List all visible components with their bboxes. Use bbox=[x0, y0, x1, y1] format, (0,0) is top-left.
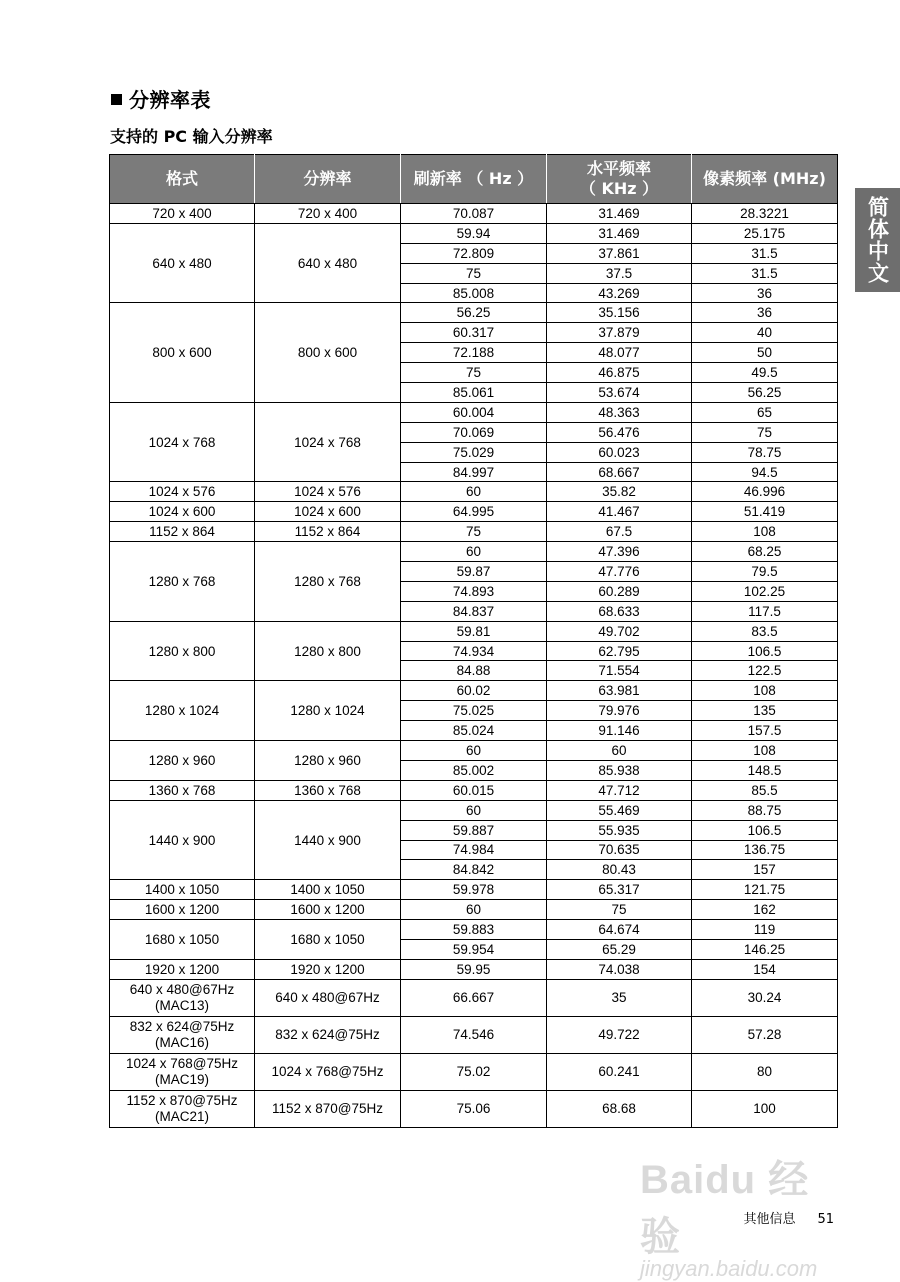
pixel-frequency-cell: 51.419 bbox=[692, 502, 838, 522]
h-frequency-cell: 74.038 bbox=[547, 959, 692, 979]
pixel-frequency-cell: 56.25 bbox=[692, 383, 838, 403]
format-cell: 1280 x 1024 bbox=[110, 681, 255, 741]
h-frequency-cell: 60.241 bbox=[547, 1053, 692, 1090]
resolution-cell: 1152 x 870@75Hz bbox=[255, 1090, 401, 1127]
pixel-frequency-cell: 88.75 bbox=[692, 800, 838, 820]
pixel-frequency-cell: 31.5 bbox=[692, 243, 838, 263]
resolution-cell: 1024 x 768 bbox=[255, 402, 401, 482]
refresh-rate-cell: 75 bbox=[401, 263, 547, 283]
refresh-rate-cell: 60.015 bbox=[401, 780, 547, 800]
refresh-rate-cell: 84.997 bbox=[401, 462, 547, 482]
h-frequency-cell: 37.5 bbox=[547, 263, 692, 283]
refresh-rate-cell: 59.94 bbox=[401, 223, 547, 243]
refresh-rate-cell: 60.317 bbox=[401, 323, 547, 343]
table-row bbox=[110, 402, 838, 422]
watermark-logo: Baidu 经验 bbox=[640, 1158, 810, 1259]
resolution-cell: 800 x 600 bbox=[255, 303, 401, 402]
h-frequency-cell: 68.667 bbox=[547, 462, 692, 482]
refresh-rate-cell: 60 bbox=[401, 900, 547, 920]
resolution-cell: 1280 x 768 bbox=[255, 542, 401, 622]
h-frequency-cell: 48.363 bbox=[547, 402, 692, 422]
resolution-cell: 1024 x 600 bbox=[255, 502, 401, 522]
pixel-frequency-cell: 108 bbox=[692, 741, 838, 761]
table-row bbox=[110, 482, 838, 502]
page-number: 51 bbox=[817, 1212, 834, 1227]
pixel-frequency-cell: 121.75 bbox=[692, 880, 838, 900]
h-frequency-cell: 62.795 bbox=[547, 641, 692, 661]
pixel-frequency-cell: 162 bbox=[692, 900, 838, 920]
table-row bbox=[110, 502, 838, 522]
h-frequency-cell: 70.635 bbox=[547, 840, 692, 860]
header-h-frequency: 水平频率 （ KHz ） bbox=[547, 155, 692, 204]
refresh-rate-cell: 85.002 bbox=[401, 760, 547, 780]
pixel-frequency-cell: 46.996 bbox=[692, 482, 838, 502]
refresh-rate-cell: 74.893 bbox=[401, 581, 547, 601]
h-frequency-cell: 65.317 bbox=[547, 880, 692, 900]
pixel-frequency-cell: 154 bbox=[692, 959, 838, 979]
table-row bbox=[110, 1016, 838, 1053]
h-frequency-cell: 35 bbox=[547, 979, 692, 1016]
h-frequency-cell: 79.976 bbox=[547, 701, 692, 721]
table-row bbox=[110, 900, 838, 920]
refresh-rate-cell: 74.984 bbox=[401, 840, 547, 860]
resolution-cell: 1280 x 800 bbox=[255, 621, 401, 681]
resolution-cell: 1360 x 768 bbox=[255, 780, 401, 800]
h-frequency-cell: 56.476 bbox=[547, 422, 692, 442]
table-row bbox=[110, 303, 838, 323]
pixel-frequency-cell: 40 bbox=[692, 323, 838, 343]
h-frequency-cell: 46.875 bbox=[547, 363, 692, 383]
refresh-rate-cell: 59.95 bbox=[401, 959, 547, 979]
format-cell: 1400 x 1050 bbox=[110, 880, 255, 900]
h-frequency-cell: 47.396 bbox=[547, 542, 692, 562]
table-row bbox=[110, 681, 838, 701]
table-row bbox=[110, 223, 838, 243]
format-cell: 640 x 480@67Hz (MAC13) bbox=[110, 979, 255, 1016]
h-frequency-cell: 35.82 bbox=[547, 482, 692, 502]
pixel-frequency-cell: 122.5 bbox=[692, 661, 838, 681]
table-row bbox=[110, 920, 838, 940]
refresh-rate-cell: 75 bbox=[401, 363, 547, 383]
refresh-rate-cell: 75.02 bbox=[401, 1053, 547, 1090]
square-bullet-icon bbox=[111, 94, 122, 105]
table-body bbox=[110, 204, 838, 1128]
pixel-frequency-cell: 30.24 bbox=[692, 979, 838, 1016]
baidu-watermark bbox=[640, 1148, 850, 1281]
refresh-rate-cell: 85.008 bbox=[401, 283, 547, 303]
section-title-text: 分辨率表 bbox=[129, 88, 211, 112]
refresh-rate-cell: 59.883 bbox=[401, 920, 547, 940]
table-row bbox=[110, 979, 838, 1016]
refresh-rate-cell: 66.667 bbox=[401, 979, 547, 1016]
format-cell: 1024 x 576 bbox=[110, 482, 255, 502]
h-frequency-cell: 60.289 bbox=[547, 581, 692, 601]
table-row bbox=[110, 1053, 838, 1090]
resolution-cell: 1024 x 768@75Hz bbox=[255, 1053, 401, 1090]
format-cell: 1280 x 768 bbox=[110, 542, 255, 622]
pixel-frequency-cell: 49.5 bbox=[692, 363, 838, 383]
pixel-frequency-cell: 25.175 bbox=[692, 223, 838, 243]
resolution-cell: 720 x 400 bbox=[255, 204, 401, 224]
resolution-cell: 1152 x 864 bbox=[255, 522, 401, 542]
pixel-frequency-cell: 36 bbox=[692, 283, 838, 303]
header-pixel-frequency: 像素频率 (MHz) bbox=[692, 155, 838, 204]
format-cell: 1152 x 870@75Hz (MAC21) bbox=[110, 1090, 255, 1127]
resolution-cell: 640 x 480@67Hz bbox=[255, 979, 401, 1016]
resolution-cell: 1600 x 1200 bbox=[255, 900, 401, 920]
pixel-frequency-cell: 85.5 bbox=[692, 780, 838, 800]
refresh-rate-cell: 56.25 bbox=[401, 303, 547, 323]
pixel-frequency-cell: 94.5 bbox=[692, 462, 838, 482]
language-tab[interactable]: 简体中文 bbox=[855, 188, 900, 292]
h-frequency-cell: 47.776 bbox=[547, 562, 692, 582]
pixel-frequency-cell: 79.5 bbox=[692, 562, 838, 582]
pixel-frequency-cell: 135 bbox=[692, 701, 838, 721]
refresh-rate-cell: 64.995 bbox=[401, 502, 547, 522]
refresh-rate-cell: 84.88 bbox=[401, 661, 547, 681]
h-frequency-cell: 75 bbox=[547, 900, 692, 920]
refresh-rate-cell: 60 bbox=[401, 542, 547, 562]
refresh-rate-cell: 60 bbox=[401, 800, 547, 820]
format-cell: 640 x 480 bbox=[110, 223, 255, 303]
table-row bbox=[110, 800, 838, 820]
h-frequency-cell: 35.156 bbox=[547, 303, 692, 323]
pixel-frequency-cell: 78.75 bbox=[692, 442, 838, 462]
refresh-rate-cell: 75.029 bbox=[401, 442, 547, 462]
page-footer bbox=[743, 1208, 834, 1227]
format-cell: 1360 x 768 bbox=[110, 780, 255, 800]
h-frequency-cell: 85.938 bbox=[547, 760, 692, 780]
refresh-rate-cell: 75 bbox=[401, 522, 547, 542]
section-title bbox=[111, 84, 211, 113]
resolution-cell: 640 x 480 bbox=[255, 223, 401, 303]
pixel-frequency-cell: 119 bbox=[692, 920, 838, 940]
format-cell: 1440 x 900 bbox=[110, 800, 255, 880]
format-cell: 1152 x 864 bbox=[110, 522, 255, 542]
h-frequency-cell: 91.146 bbox=[547, 721, 692, 741]
header-format: 格式 bbox=[110, 155, 255, 204]
refresh-rate-cell: 59.87 bbox=[401, 562, 547, 582]
table-row bbox=[110, 741, 838, 761]
pixel-frequency-cell: 57.28 bbox=[692, 1016, 838, 1053]
h-frequency-cell: 37.879 bbox=[547, 323, 692, 343]
refresh-rate-cell: 75.025 bbox=[401, 701, 547, 721]
format-cell: 1600 x 1200 bbox=[110, 900, 255, 920]
watermark-url: jingyan.baidu.com bbox=[640, 1256, 818, 1281]
table-row bbox=[110, 542, 838, 562]
format-cell: 1920 x 1200 bbox=[110, 959, 255, 979]
h-frequency-cell: 49.702 bbox=[547, 621, 692, 641]
header-refresh-rate: 刷新率 （ Hz ） bbox=[401, 155, 547, 204]
format-cell: 1680 x 1050 bbox=[110, 920, 255, 960]
refresh-rate-cell: 60 bbox=[401, 741, 547, 761]
pixel-frequency-cell: 100 bbox=[692, 1090, 838, 1127]
format-cell: 1024 x 600 bbox=[110, 502, 255, 522]
refresh-rate-cell: 84.842 bbox=[401, 860, 547, 880]
table-row bbox=[110, 880, 838, 900]
pixel-frequency-cell: 28.3221 bbox=[692, 204, 838, 224]
h-frequency-cell: 41.467 bbox=[547, 502, 692, 522]
refresh-rate-cell: 85.061 bbox=[401, 383, 547, 403]
h-frequency-cell: 60 bbox=[547, 741, 692, 761]
resolution-cell: 1440 x 900 bbox=[255, 800, 401, 880]
resolution-cell: 1280 x 1024 bbox=[255, 681, 401, 741]
h-frequency-cell: 67.5 bbox=[547, 522, 692, 542]
h-frequency-cell: 68.633 bbox=[547, 601, 692, 621]
h-frequency-cell: 55.935 bbox=[547, 820, 692, 840]
refresh-rate-cell: 70.069 bbox=[401, 422, 547, 442]
format-cell: 800 x 600 bbox=[110, 303, 255, 402]
format-cell: 1024 x 768 bbox=[110, 402, 255, 482]
table-row bbox=[110, 522, 838, 542]
refresh-rate-cell: 75.06 bbox=[401, 1090, 547, 1127]
h-frequency-cell: 80.43 bbox=[547, 860, 692, 880]
table-row bbox=[110, 780, 838, 800]
h-frequency-cell: 49.722 bbox=[547, 1016, 692, 1053]
table-row bbox=[110, 204, 838, 224]
resolution-table bbox=[109, 154, 838, 1128]
h-frequency-cell: 71.554 bbox=[547, 661, 692, 681]
table-header-row bbox=[110, 155, 838, 204]
h-frequency-cell: 37.861 bbox=[547, 243, 692, 263]
h-frequency-cell: 48.077 bbox=[547, 343, 692, 363]
resolution-cell: 1920 x 1200 bbox=[255, 959, 401, 979]
footer-label: 其他信息 bbox=[743, 1212, 796, 1227]
pixel-frequency-cell: 148.5 bbox=[692, 760, 838, 780]
pixel-frequency-cell: 117.5 bbox=[692, 601, 838, 621]
format-cell: 832 x 624@75Hz (MAC16) bbox=[110, 1016, 255, 1053]
h-frequency-cell: 60.023 bbox=[547, 442, 692, 462]
refresh-rate-cell: 70.087 bbox=[401, 204, 547, 224]
refresh-rate-cell: 60.004 bbox=[401, 402, 547, 422]
h-frequency-cell: 55.469 bbox=[547, 800, 692, 820]
resolution-cell: 1024 x 576 bbox=[255, 482, 401, 502]
table-row bbox=[110, 959, 838, 979]
pixel-frequency-cell: 65 bbox=[692, 402, 838, 422]
refresh-rate-cell: 60 bbox=[401, 482, 547, 502]
format-cell: 1280 x 960 bbox=[110, 741, 255, 781]
table-row bbox=[110, 621, 838, 641]
refresh-rate-cell: 72.809 bbox=[401, 243, 547, 263]
pixel-frequency-cell: 106.5 bbox=[692, 820, 838, 840]
refresh-rate-cell: 85.024 bbox=[401, 721, 547, 741]
pixel-frequency-cell: 83.5 bbox=[692, 621, 838, 641]
format-cell: 1280 x 800 bbox=[110, 621, 255, 681]
resolution-cell: 1400 x 1050 bbox=[255, 880, 401, 900]
pixel-frequency-cell: 50 bbox=[692, 343, 838, 363]
pixel-frequency-cell: 157.5 bbox=[692, 721, 838, 741]
refresh-rate-cell: 72.188 bbox=[401, 343, 547, 363]
pixel-frequency-cell: 80 bbox=[692, 1053, 838, 1090]
refresh-rate-cell: 59.954 bbox=[401, 939, 547, 959]
resolution-cell: 832 x 624@75Hz bbox=[255, 1016, 401, 1053]
h-frequency-cell: 31.469 bbox=[547, 204, 692, 224]
format-cell: 1024 x 768@75Hz (MAC19) bbox=[110, 1053, 255, 1090]
pixel-frequency-cell: 68.25 bbox=[692, 542, 838, 562]
pixel-frequency-cell: 106.5 bbox=[692, 641, 838, 661]
format-cell: 720 x 400 bbox=[110, 204, 255, 224]
refresh-rate-cell: 74.546 bbox=[401, 1016, 547, 1053]
h-frequency-cell: 47.712 bbox=[547, 780, 692, 800]
h-frequency-cell: 63.981 bbox=[547, 681, 692, 701]
resolution-cell: 1280 x 960 bbox=[255, 741, 401, 781]
refresh-rate-cell: 59.887 bbox=[401, 820, 547, 840]
pixel-frequency-cell: 108 bbox=[692, 681, 838, 701]
h-frequency-cell: 53.674 bbox=[547, 383, 692, 403]
header-resolution: 分辨率 bbox=[255, 155, 401, 204]
table-row bbox=[110, 1090, 838, 1127]
refresh-rate-cell: 84.837 bbox=[401, 601, 547, 621]
h-frequency-cell: 68.68 bbox=[547, 1090, 692, 1127]
pixel-frequency-cell: 31.5 bbox=[692, 263, 838, 283]
pixel-frequency-cell: 136.75 bbox=[692, 840, 838, 860]
pixel-frequency-cell: 108 bbox=[692, 522, 838, 542]
h-frequency-cell: 31.469 bbox=[547, 223, 692, 243]
pixel-frequency-cell: 146.25 bbox=[692, 939, 838, 959]
h-frequency-cell: 43.269 bbox=[547, 283, 692, 303]
sub-title: 支持的 PC 输入分辨率 bbox=[110, 127, 273, 146]
pixel-frequency-cell: 102.25 bbox=[692, 581, 838, 601]
refresh-rate-cell: 59.978 bbox=[401, 880, 547, 900]
pixel-frequency-cell: 157 bbox=[692, 860, 838, 880]
refresh-rate-cell: 74.934 bbox=[401, 641, 547, 661]
refresh-rate-cell: 59.81 bbox=[401, 621, 547, 641]
resolution-cell: 1680 x 1050 bbox=[255, 920, 401, 960]
refresh-rate-cell: 60.02 bbox=[401, 681, 547, 701]
pixel-frequency-cell: 36 bbox=[692, 303, 838, 323]
pixel-frequency-cell: 75 bbox=[692, 422, 838, 442]
h-frequency-cell: 65.29 bbox=[547, 939, 692, 959]
h-frequency-cell: 64.674 bbox=[547, 920, 692, 940]
